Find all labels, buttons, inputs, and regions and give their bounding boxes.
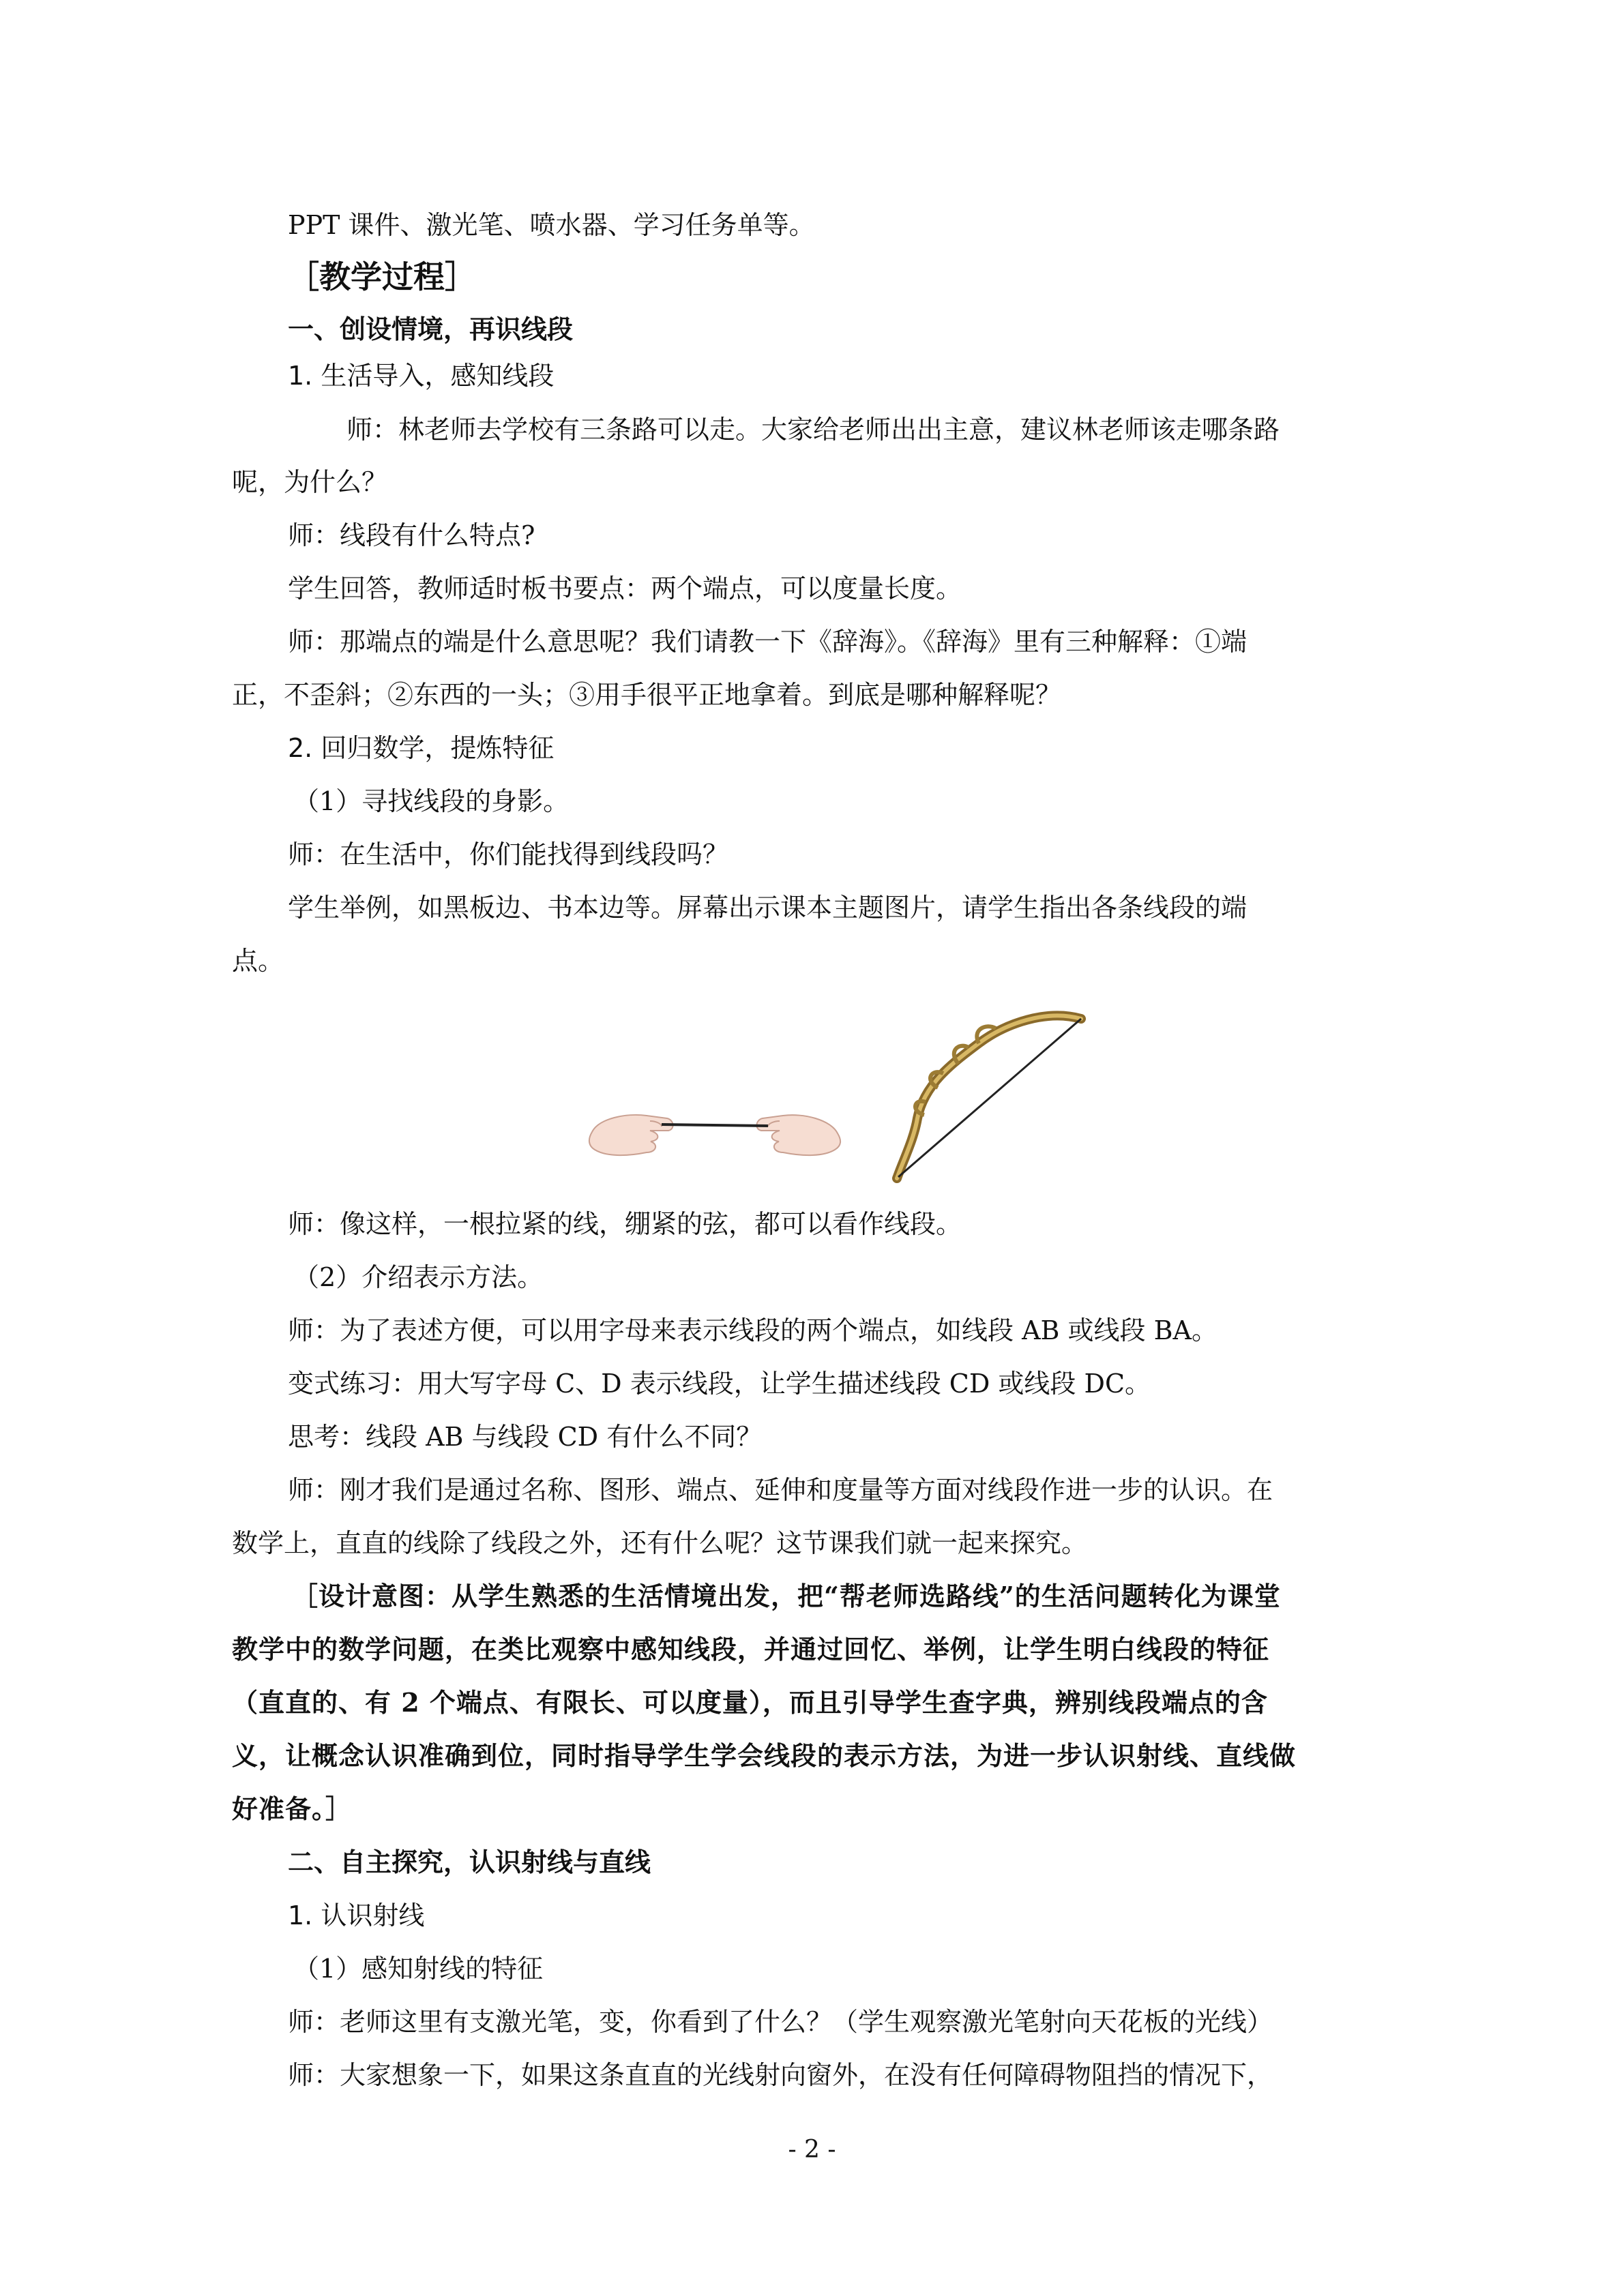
paragraph-line: 师：老师这里有支激光笔，变，你看到了什么？（学生观察激光笔射向天花板的光线） [288, 2007, 1273, 2037]
paragraph-line: 师：为了表述方便，可以用字母来表示线段的两个端点，如线段 AB 或线段 BA。 [288, 1315, 1217, 1345]
paragraph-line: 师：在生活中，你们能找得到线段吗？ [288, 839, 729, 869]
design-intent-line: 教学中的数学问题，在类比观察中感知线段，并通过回忆、举例，让学生明白线段的特征 [232, 1634, 1270, 1665]
section-title-teaching-process: ［教学过程］ [288, 258, 476, 295]
paragraph-line: 学生回答，教师适时板书要点：两个端点，可以度量长度。 [288, 573, 962, 603]
paragraph-line: （1）感知射线的特征 [293, 1954, 544, 1984]
subheading-1: 1. 生活导入，感知线段 [288, 361, 555, 391]
paragraph-line: 正，不歪斜；②东西的一头；③用手很平正地拿着。到底是哪种解释呢？ [232, 680, 1062, 710]
heading-part-one: 一、创设情境，再识线段 [288, 314, 574, 344]
page-number: - 2 - [788, 2136, 836, 2164]
heading-part-two: 二、自主探究，认识射线与直线 [288, 1847, 651, 1877]
paragraph-line: 师：刚才我们是通过名称、图形、端点、延伸和度量等方面对线段作进一步的认识。在 [288, 1475, 1273, 1505]
paragraph-line: 变式练习：用大写字母 C、D 表示线段，让学生描述线段 CD 或线段 DC。 [288, 1369, 1151, 1399]
bow-illustration [876, 1002, 1102, 1187]
paragraph-line: 点。 [232, 946, 284, 976]
paragraph-line: （1）寻找线段的身影。 [293, 786, 570, 816]
design-intent-line: 义，让概念认识准确到位，同时指导学生学会线段的表示方法，为进一步认识射线、直线做 [232, 1740, 1297, 1771]
paragraph-line: 师：林老师去学校有三条路可以走。大家给老师出出主意，建议林老师该走哪条路 [346, 415, 1280, 445]
design-intent-line: ［设计意图：从学生熟悉的生活情境出发，把“帮老师选路线”的生活问题转化为课堂 [292, 1581, 1281, 1611]
materials-line: PPT 课件、激光笔、喷水器、学习任务单等。 [288, 210, 815, 240]
subheading-2: 2. 回归数学，提炼特征 [288, 733, 555, 763]
hands-string-illustration [585, 1091, 844, 1166]
design-intent-line: 好准备。］ [232, 1793, 353, 1824]
paragraph-line: 学生举例，如黑板边、书本边等。屏幕出示课本主题图片，请学生指出各条线段的端 [288, 893, 1247, 923]
paragraph-line: 师：线段有什么特点? [288, 520, 535, 550]
paragraph-line: 师：像这样，一根拉紧的线，绷紧的弦，都可以看作线段。 [288, 1209, 962, 1239]
paragraph-line: 师：大家想象一下，如果这条直直的光线射向窗外，在没有任何障碍物阻挡的情况下， [288, 2060, 1273, 2090]
paragraph-line: 师：那端点的端是什么意思呢？我们请教一下《辞海》。《辞海》里有三种解释：①端 [288, 627, 1247, 657]
design-intent-line: （直直的、有 2 个端点、有限长、可以度量），而且引导学生查字典，辨别线段端点的含 [232, 1687, 1268, 1718]
subheading-3: 1. 认识射线 [288, 1900, 425, 1930]
paragraph-line: 数学上，直直的线除了线段之外，还有什么呢？这节课我们就一起来探究。 [232, 1528, 1088, 1558]
paragraph-line: 思考：线段 AB 与线段 CD 有什么不同？ [288, 1422, 763, 1452]
paragraph-line: 呢，为什么？ [232, 467, 388, 497]
paragraph-line: （2）介绍表示方法。 [293, 1262, 544, 1292]
